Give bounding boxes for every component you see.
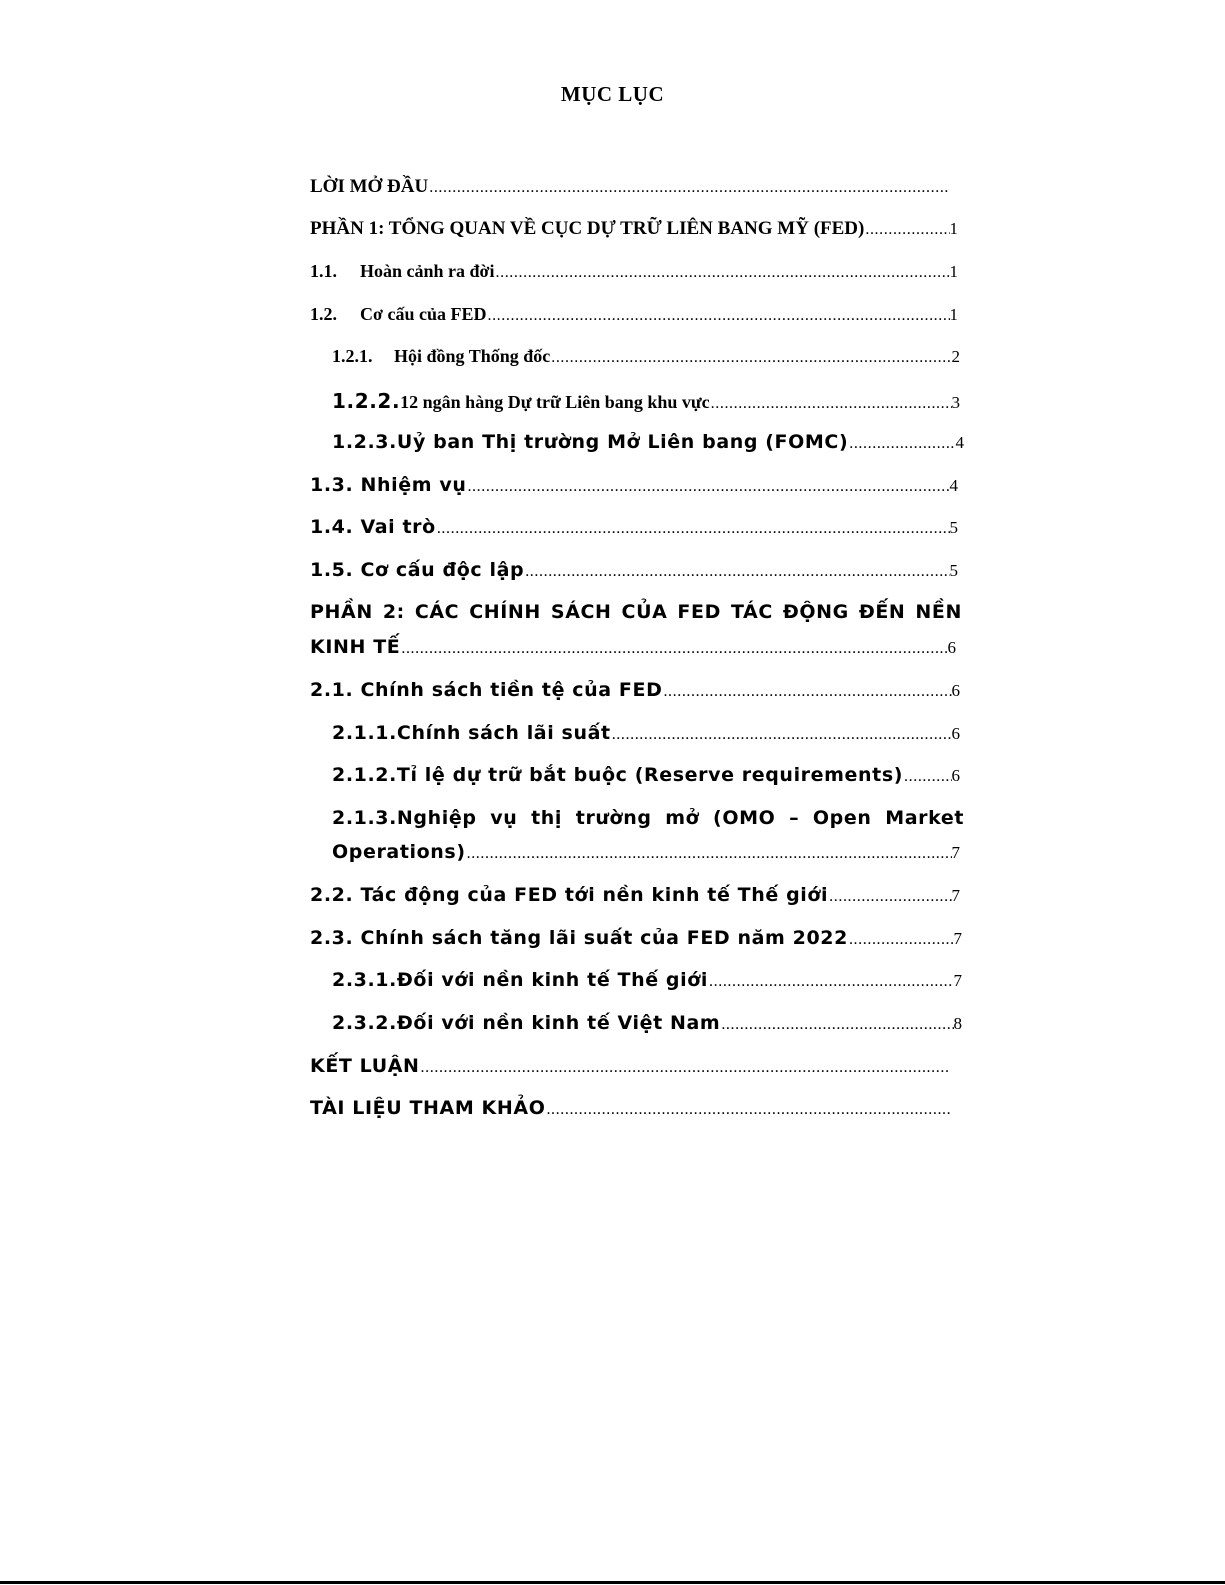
toc-entry-page: 5 <box>949 561 958 580</box>
toc-entry-number: 1.2.1. <box>332 346 373 366</box>
toc-entry-label: Operations) <box>332 841 466 863</box>
toc-leader-dots <box>829 888 951 906</box>
toc-leader-dots <box>401 640 947 658</box>
page-title: MỤC LỤC <box>560 82 665 106</box>
toc-entry-page: 4 <box>955 433 964 452</box>
toc-entry-2-1-3-line1[interactable]: 2.1.3.Nghiệp vụ thị trường mở (OMO – Open Market <box>332 807 964 829</box>
toc-entry-page: 8 <box>953 1014 962 1033</box>
toc-entry-label: 2.2. Tác động của FED tới nền kinh tế Thế giới <box>310 884 829 906</box>
toc-leader-dots <box>546 1101 950 1119</box>
toc-leader-dots <box>437 520 950 538</box>
toc-leader-dots <box>467 845 952 863</box>
toc-entry-part-2-line1[interactable]: PHẦN 2: CÁC CHÍNH SÁCH CỦA FED TÁC ĐỘNG ĐẾN NỀN <box>310 601 962 623</box>
toc-leader-dots <box>487 307 949 325</box>
toc-entry-page: 7 <box>953 929 962 948</box>
toc-entry-number: 1.2. <box>310 304 337 324</box>
toc-entry-label: 1.2.3.Uỷ ban Thị trường Mở Liên bang (FOMC) <box>332 431 849 453</box>
toc-entry-label: LỜI MỞ ĐẦU <box>310 176 429 197</box>
toc-entry-label: Cơ cấu của FED <box>360 304 487 324</box>
toc-entry-label: 2.3. Chính sách tăng lãi suất của FED năm 2022 <box>310 927 848 949</box>
toc-leader-dots <box>849 435 955 453</box>
toc-entry-part-1[interactable] <box>310 218 958 240</box>
toc-entry-1-2-2[interactable] <box>332 389 960 413</box>
toc-entry-part-2[interactable] <box>310 636 956 658</box>
toc-entry-label: Hoàn cảnh ra đời <box>360 261 495 281</box>
toc-entry-label: TÀI LIỆU THAM KHẢO <box>310 1097 546 1119</box>
toc-entry-2-1-2[interactable] <box>332 764 960 786</box>
toc-entry-1-3[interactable] <box>310 474 958 496</box>
toc-entry-page: 4 <box>949 476 958 495</box>
toc-leader-dots <box>904 768 951 786</box>
toc-leader-dots <box>496 264 950 282</box>
toc-entry-page: 6 <box>951 724 960 743</box>
toc-entry-page: 1 <box>949 262 958 281</box>
toc-entry-label: 1.5. Cơ cấu độc lập <box>310 559 525 581</box>
toc-entry-label: 2.1. Chính sách tiền tệ của FED <box>310 679 663 701</box>
toc-entry-label: Hội đồng Thống đốc <box>394 346 551 366</box>
toc-entry-1-4[interactable] <box>310 516 958 538</box>
toc-entry-1-2-1[interactable] <box>332 346 960 367</box>
toc-entry-page: 1 <box>949 305 958 324</box>
toc-entry-number: 1.2.2. <box>332 389 401 413</box>
toc-leader-dots <box>612 726 952 744</box>
toc-entry-page: 2 <box>951 347 960 366</box>
toc-leader-dots <box>525 563 949 581</box>
toc-entry-label: 1.4. Vai trò <box>310 516 436 538</box>
toc-entry-1-1[interactable] <box>310 261 958 282</box>
toc-entry-1-5[interactable] <box>310 559 958 581</box>
toc-leader-dots <box>429 179 948 197</box>
toc-entry-2-3-2[interactable] <box>332 1012 962 1034</box>
toc-leader-dots <box>663 683 951 701</box>
toc-entry-2-2[interactable] <box>310 884 960 906</box>
toc-entry-1-2[interactable] <box>310 304 958 325</box>
toc-entry-conclusion[interactable] <box>310 1055 956 1077</box>
toc-entry-label: KINH TẾ <box>310 636 401 658</box>
toc-entry-page: 7 <box>951 886 960 905</box>
toc-entry-page: 3 <box>951 393 960 412</box>
toc-entry-label: 1.3. Nhiệm vụ <box>310 474 467 496</box>
toc-entry-page: 7 <box>953 971 962 990</box>
toc-entry-2-1-3[interactable] <box>332 841 960 863</box>
toc-entry-page: 6 <box>951 766 960 785</box>
toc-entry-page: 5 <box>949 518 958 537</box>
toc-leader-dots <box>865 221 949 239</box>
toc-entry-label: KẾT LUẬN <box>310 1055 420 1077</box>
toc-entry-label: 2.1.1.Chính sách lãi suất <box>332 722 611 744</box>
toc-leader-dots <box>849 931 954 949</box>
toc-entry-label: 2.1.2.Tỉ lệ dự trữ bắt buộc (Reserve requirements) <box>332 764 904 786</box>
toc-entry-page: 6 <box>951 681 960 700</box>
toc-leader-dots <box>467 478 949 496</box>
toc-entry-2-3[interactable] <box>310 927 962 949</box>
toc-leader-dots <box>551 349 951 367</box>
toc-entry-page: 7 <box>951 843 960 862</box>
toc-entry-2-1[interactable] <box>310 679 960 701</box>
toc-entry-2-3-1[interactable] <box>332 969 962 991</box>
toc-leader-dots <box>711 395 952 413</box>
toc-entry-number: 1.1. <box>310 261 337 281</box>
toc-entry-page: 6 <box>947 638 956 657</box>
toc-entry-references[interactable] <box>310 1097 958 1119</box>
page-bottom-border <box>0 1581 1225 1584</box>
toc-entry-introduction[interactable] <box>310 176 956 198</box>
toc-leader-dots <box>421 1059 948 1077</box>
toc-leader-dots <box>709 973 953 991</box>
toc-leader-dots <box>721 1016 953 1034</box>
toc-entry-2-1-1[interactable] <box>332 722 960 744</box>
toc-entry-label: 2.3.1.Đối với nền kinh tế Thế giới <box>332 969 709 991</box>
toc-entry-label: 2.3.2.Đối với nền kinh tế Việt Nam <box>332 1012 721 1034</box>
toc-entry-page: 1 <box>949 219 958 238</box>
toc-entry-label: 12 ngân hàng Dự trữ Liên bang khu vực <box>400 392 710 412</box>
toc-entry-1-2-3[interactable] <box>332 431 964 453</box>
toc-entry-label: PHẦN 1: TỔNG QUAN VỀ CỤC DỰ TRỮ LIÊN BANG MỸ (FED) <box>310 218 865 239</box>
